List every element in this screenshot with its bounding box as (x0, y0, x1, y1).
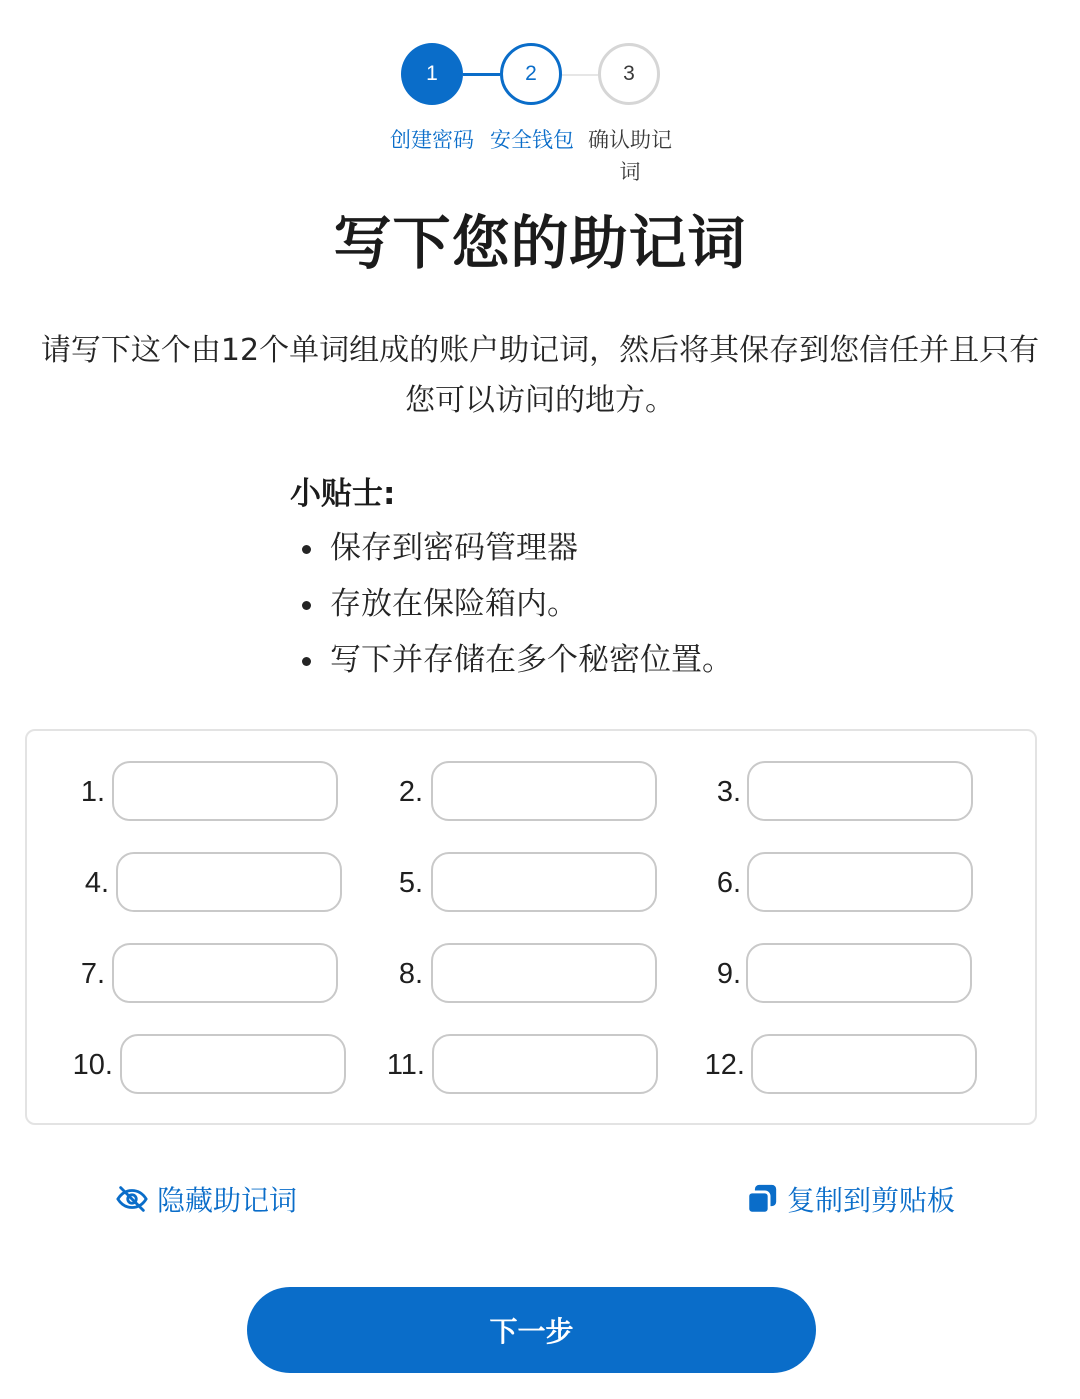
stepper-connector-2 (562, 74, 598, 76)
tips-list (290, 520, 890, 688)
hide-seed-phrase-label: 隐藏助记词 (157, 1184, 298, 1217)
seed-word-field (746, 943, 972, 1003)
seed-word-number: 1. (80, 776, 105, 808)
seed-word-field (431, 943, 657, 1003)
step-2-indicator: 2 (500, 43, 562, 105)
seed-word-item (677, 761, 1017, 823)
seed-word-number: 10. (72, 1049, 113, 1081)
copy-to-clipboard-button[interactable] (745, 1176, 955, 1222)
seed-word-number: 3. (716, 776, 741, 808)
seed-word-field (432, 1034, 658, 1094)
seed-word-item (27, 943, 357, 1005)
seed-word-field (120, 1034, 346, 1094)
seed-word-number: 7. (80, 958, 105, 990)
seed-word-item (677, 852, 1017, 914)
step-3-label: 确认助记词 (588, 128, 672, 184)
seed-word-field (112, 761, 338, 821)
copy-to-clipboard-label: 复制到剪贴板 (787, 1184, 956, 1217)
tip-item: 保存到密码管理器 (290, 520, 890, 576)
next-button[interactable]: 下一步 (247, 1287, 816, 1373)
seed-word-item (357, 761, 687, 823)
step-3-indicator: 3 (598, 43, 660, 105)
seed-word-field (747, 761, 973, 821)
step-2-label: 安全钱包 (490, 128, 574, 152)
page-description: 请写下这个由12个单词组成的账户助记词，然后将其保存到您信任并且只有您可以访问的地方。 (40, 333, 1040, 418)
seed-word-field (112, 943, 338, 1003)
seed-word-item (357, 1034, 687, 1096)
seed-word-field (747, 852, 973, 912)
seed-word-number: 12. (704, 1049, 745, 1081)
seed-word-item (27, 761, 357, 823)
seed-word-item (357, 852, 687, 914)
step-1-indicator: 1 (401, 43, 463, 105)
hide-seed-phrase-button[interactable] (115, 1176, 297, 1222)
seed-word-number: 9. (716, 958, 741, 990)
seed-word-item (357, 943, 687, 1005)
seed-word-field (751, 1034, 977, 1094)
stepper-connector-1 (463, 73, 500, 76)
tips-title: 小贴士: (290, 476, 396, 512)
seed-word-item (27, 852, 357, 914)
seed-word-number: 11. (386, 1049, 425, 1081)
seed-word-number: 4. (84, 867, 109, 899)
tip-item: 存放在保险箱内。 (290, 576, 890, 632)
seed-word-item (677, 943, 1017, 1005)
seed-word-item (677, 1034, 1017, 1096)
seed-word-number: 6. (716, 867, 741, 899)
seed-word-number: 8. (398, 958, 423, 990)
seed-word-field (431, 761, 657, 821)
seed-word-number: 5. (398, 867, 423, 899)
seed-word-field (116, 852, 342, 912)
tip-item: 写下并存储在多个秘密位置。 (290, 632, 890, 688)
seed-word-number: 2. (398, 776, 423, 808)
copy-icon (745, 1182, 779, 1216)
seed-word-field (431, 852, 657, 912)
eye-slash-icon (115, 1182, 149, 1216)
seed-word-item (27, 1034, 357, 1096)
progress-stepper (0, 40, 1080, 190)
page-title: 写下您的助记词 (333, 209, 747, 277)
tips-section (290, 468, 890, 688)
seed-phrase-grid (25, 729, 1037, 1125)
step-1-label: 创建密码 (390, 128, 474, 152)
